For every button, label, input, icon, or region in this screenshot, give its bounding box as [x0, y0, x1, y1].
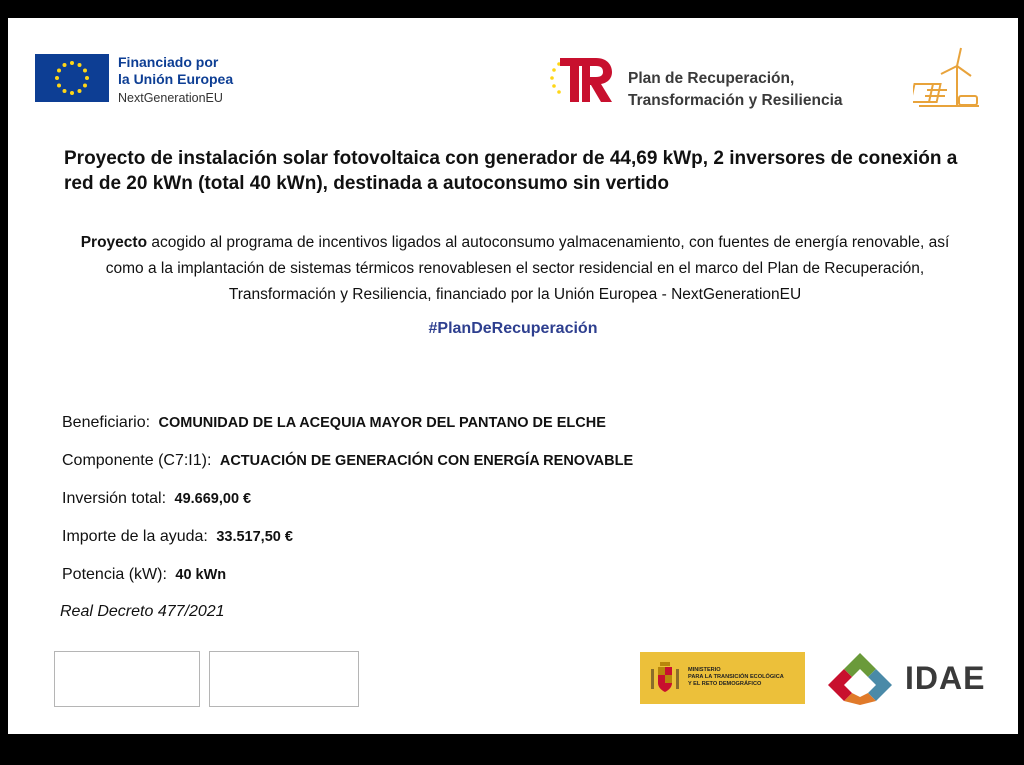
recovery-hashtag: #PlanDeRecuperación: [428, 320, 598, 337]
beneficiary-label: Beneficiario:: [62, 414, 151, 431]
eu-funding-line2: la Unión Europea: [118, 71, 234, 87]
eu-star: [70, 61, 74, 65]
prtr-text: [628, 68, 843, 112]
beneficiary-row: [62, 414, 606, 432]
aid-row: [62, 528, 293, 546]
idae-logo-icon: [820, 651, 900, 707]
eu-star: [78, 89, 82, 93]
empty-logo-box-1: [54, 651, 200, 707]
eu-star: [83, 84, 87, 88]
eu-star: [55, 76, 59, 80]
project-description: [60, 230, 970, 308]
eu-flag-icon: [35, 54, 109, 102]
eu-funding-text: [118, 54, 233, 107]
funding-poster: [8, 18, 1018, 734]
eu-star: [83, 69, 87, 73]
prtr-line2: Transformación y Resiliencia: [628, 92, 843, 109]
investment-label: Inversión total:: [62, 490, 167, 507]
ministry-line1: MINISTERIO: [688, 667, 721, 673]
royal-decree: Real Decreto 477/2021: [60, 603, 225, 620]
investment-value: 49.669,00 €: [174, 491, 252, 507]
eu-star: [78, 63, 82, 67]
eu-nextgen-label: NextGenerationEU: [118, 91, 223, 105]
ministry-name: [688, 667, 784, 688]
power-value: 40 kWn: [175, 567, 227, 583]
ministry-line2: PARA LA TRANSICIÓN ECOLÓGICA: [688, 674, 784, 680]
eu-star: [63, 63, 67, 67]
project-description-lead: Proyecto: [80, 234, 148, 251]
eu-star: [63, 89, 67, 93]
component-row: [62, 452, 633, 470]
power-row: [62, 566, 226, 584]
investment-row: [62, 490, 251, 508]
beneficiary-value: COMUNIDAD DE LA ACEQUIA MAYOR DEL PANTANO DE ELCHE: [158, 415, 606, 431]
eu-star: [57, 69, 61, 73]
power-label: Potencia (kW):: [62, 566, 167, 583]
prtr-logo-icon: [546, 52, 616, 108]
aid-value: 33.517,50 €: [216, 529, 293, 545]
project-title: Proyecto de instalación solar fotovoltaica con generador de 44,69 kWp, 2 inversores de conexión a red de 20 kWn (total 40 kWn), destinada a autoconsumo sin vertido: [64, 148, 958, 194]
component-label: Componente (C7:I1):: [62, 452, 212, 469]
renewable-energy-icon: [913, 44, 985, 112]
aid-label: Importe de la ayuda:: [62, 528, 208, 545]
idae-wordmark: IDAE: [905, 660, 986, 696]
eu-funding-line1: Financiado por: [118, 54, 219, 70]
ministry-line3: Y EL RETO DEMOGRÁFICO: [688, 681, 762, 687]
prtr-line1: Plan de Recuperación,: [628, 70, 795, 87]
eu-star: [70, 91, 74, 95]
spanish-coat-of-arms-icon: [648, 661, 682, 695]
eu-star: [57, 84, 61, 88]
empty-logo-box-2: [209, 651, 359, 707]
component-value: ACTUACIÓN DE GENERACIÓN CON ENERGÍA RENOVABLE: [219, 453, 634, 469]
project-description-text: acogido al programa de incentivos ligados al autoconsumo yalmacenamiento, con fuentes de energía renovable, así como a la implantación de sistemas térmicos renovablesen el sector residencial en el marco del Plan de Recuperación, Transformación y Resiliencia, financiado por la Unión Europea - NextGenerationEU: [105, 234, 950, 303]
eu-star: [85, 76, 89, 80]
ministry-logo: [640, 652, 805, 704]
